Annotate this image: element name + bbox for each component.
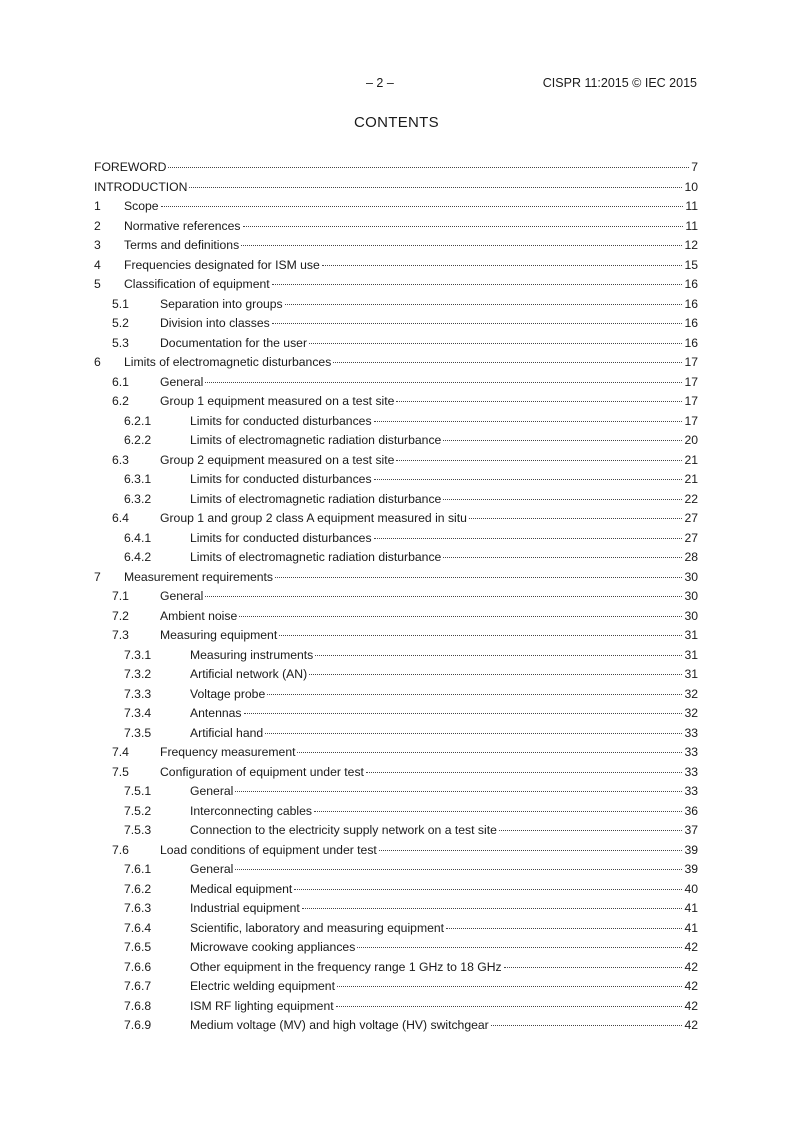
toc-entry-number: 6.4 xyxy=(112,511,129,525)
toc-entry-page: 10 xyxy=(684,179,698,194)
toc-entry-page: 27 xyxy=(684,530,698,545)
toc-entry-title: Scientific, laboratory and measuring equipment xyxy=(190,920,445,935)
toc-entry-number: 7.6.5 xyxy=(124,940,152,954)
toc-entry-title: Group 2 equipment measured on a test site xyxy=(160,452,395,467)
dot-leader xyxy=(333,362,682,363)
toc-entry[interactable] xyxy=(94,802,698,822)
toc-entry-page: 30 xyxy=(684,608,698,623)
dot-leader xyxy=(243,226,684,227)
toc-entry-number: 7.6.6 xyxy=(124,959,152,974)
toc-entry-title: Limits for conducted disturbances xyxy=(190,472,372,486)
toc-entry-page: 42 xyxy=(684,998,698,1013)
toc-entry-number: 7.6.9 xyxy=(124,1018,152,1032)
toc-entry-page: 31 xyxy=(684,667,698,681)
dot-leader xyxy=(314,811,682,812)
dot-leader xyxy=(267,694,682,695)
toc-entry-number: 7.6.4 xyxy=(124,920,152,935)
dot-leader xyxy=(366,772,683,773)
toc-entry-page: 16 xyxy=(684,316,698,330)
toc-entry-page: 33 xyxy=(684,725,698,740)
toc-entry-title: Configuration of equipment under test xyxy=(160,764,364,779)
page-number: – 2 – xyxy=(366,76,394,90)
toc-entry[interactable] xyxy=(94,880,698,900)
dot-leader xyxy=(374,421,683,422)
dot-leader xyxy=(161,206,684,207)
toc-entry-title: Connection to the electricity supply network on a test site xyxy=(190,823,497,837)
toc-entry[interactable] xyxy=(94,685,698,705)
toc-entry[interactable] xyxy=(94,158,698,178)
dot-leader xyxy=(469,518,683,519)
toc-entry[interactable] xyxy=(94,1016,698,1036)
toc-entry-page: 30 xyxy=(684,569,698,584)
toc-entry-page: 16 xyxy=(684,335,698,350)
toc-entry[interactable] xyxy=(94,860,698,880)
toc-entry-page: 39 xyxy=(684,862,698,876)
toc-entry-title: Limits of electromagnetic radiation disturbance xyxy=(190,491,442,506)
toc-entry-page: 7 xyxy=(691,160,698,174)
toc-entry-page: 39 xyxy=(684,842,698,857)
toc-entry-page: 42 xyxy=(684,979,698,993)
toc-entry-number: 6.2.1 xyxy=(124,413,152,428)
toc-entry-page: 41 xyxy=(684,901,698,915)
toc-entry-title: Antennas xyxy=(190,706,242,720)
dot-leader xyxy=(302,908,683,909)
toc-entry-title: Limits of electromagnetic disturbances xyxy=(124,355,332,369)
toc-entry-number: 7.2 xyxy=(112,608,129,623)
dot-leader xyxy=(241,245,682,246)
toc-entry-number: 7.5.1 xyxy=(124,784,152,798)
toc-entry-page: 16 xyxy=(684,277,698,291)
page-title: CONTENTS xyxy=(354,114,439,131)
dot-leader xyxy=(443,499,682,500)
toc-entry[interactable] xyxy=(94,334,698,354)
toc-entry[interactable] xyxy=(94,899,698,919)
toc-entry-number: 7.4 xyxy=(112,745,129,759)
toc-entry[interactable] xyxy=(94,431,698,451)
toc-entry[interactable] xyxy=(94,256,698,276)
toc-entry-number: 7.5.2 xyxy=(124,803,152,818)
dot-leader xyxy=(504,967,683,968)
toc-entry-page: 17 xyxy=(684,413,698,428)
dot-leader xyxy=(309,674,682,675)
dot-leader xyxy=(499,830,683,831)
toc-entry-title: Group 1 and group 2 class A equipment measured in situ xyxy=(160,511,467,525)
toc-entry[interactable] xyxy=(94,353,698,373)
toc-entry-title: Voltage probe xyxy=(190,686,266,701)
toc-entry-number: 6.2 xyxy=(112,394,129,408)
toc-entry-title: Artificial hand xyxy=(190,725,264,740)
dot-leader xyxy=(235,791,682,792)
dot-leader xyxy=(315,655,682,656)
toc-entry-page: 17 xyxy=(684,355,698,369)
toc-entry-title: General xyxy=(160,589,204,603)
dot-leader xyxy=(357,947,682,948)
toc-entry[interactable] xyxy=(94,958,698,978)
toc-entry[interactable] xyxy=(94,997,698,1017)
dot-leader xyxy=(272,323,683,324)
dot-leader xyxy=(443,440,682,441)
toc-entry-number: 6.3.2 xyxy=(124,491,152,506)
toc-entry-number: 7.3.1 xyxy=(124,647,152,662)
toc-entry[interactable] xyxy=(94,236,698,256)
toc-entry-title: Medium voltage (MV) and high voltage (HV) switchgear xyxy=(190,1018,489,1032)
toc-entry-number: 7.3.2 xyxy=(124,667,152,681)
toc-entry[interactable] xyxy=(94,938,698,958)
toc-entry-title: Measurement requirements xyxy=(124,569,274,584)
dot-leader xyxy=(491,1025,683,1026)
toc-entry-title: Industrial equipment xyxy=(190,901,300,915)
toc-entry-number: 7.6.1 xyxy=(124,862,152,876)
toc-entry-title: General xyxy=(190,784,234,798)
toc-entry[interactable] xyxy=(94,314,698,334)
toc-entry-title: Interconnecting cables xyxy=(190,803,312,818)
toc-entry-page: 30 xyxy=(684,589,698,603)
toc-entry-page: 36 xyxy=(684,803,698,818)
toc-entry-title: Medical equipment xyxy=(190,881,293,896)
toc-entry-page: 42 xyxy=(684,959,698,974)
toc-entry-page: 15 xyxy=(684,257,698,272)
dot-leader xyxy=(396,460,682,461)
toc-entry-title: Limits of electromagnetic radiation disturbance xyxy=(190,550,442,564)
toc-entry[interactable] xyxy=(94,743,698,763)
toc-entry-page: 37 xyxy=(684,823,698,837)
toc-entry-number: 7.3.5 xyxy=(124,725,152,740)
toc-entry[interactable] xyxy=(94,919,698,939)
toc-entry-page: 33 xyxy=(684,784,698,798)
toc-entry-title: Group 1 equipment measured on a test site xyxy=(160,394,395,408)
dot-leader xyxy=(168,167,689,168)
toc-entry-title: Documentation for the user xyxy=(160,335,308,350)
toc-entry-number: 6.4.2 xyxy=(124,550,152,564)
toc-entry-title: Division into classes xyxy=(160,316,270,330)
toc-entry-title: Scope xyxy=(124,199,159,213)
toc-entry-title: Limits of electromagnetic radiation disturbance xyxy=(190,433,442,447)
toc-entry-page: 40 xyxy=(684,881,698,896)
toc-entry[interactable] xyxy=(94,646,698,666)
toc-entry-page: 11 xyxy=(685,218,698,233)
toc-entry-number: 6.4.1 xyxy=(124,530,152,545)
toc-entry-number: 4 xyxy=(94,257,101,272)
dot-leader xyxy=(235,869,682,870)
toc-entry-number: 7.6.3 xyxy=(124,901,152,915)
toc-entry-title: Microwave cooking appliances xyxy=(190,940,356,954)
toc-entry-page: 28 xyxy=(684,550,698,564)
standard-reference: CISPR 11:2015 © IEC 2015 xyxy=(542,76,697,90)
toc-entry-title: Frequency measurement xyxy=(160,745,296,759)
toc-entry-number: 7.6.7 xyxy=(124,979,152,993)
toc-entry-page: 17 xyxy=(684,394,698,408)
toc-entry[interactable] xyxy=(94,607,698,627)
toc-entry-number: 6.3 xyxy=(112,452,129,467)
dot-leader xyxy=(443,557,682,558)
toc-entry-number: 6.3.1 xyxy=(124,472,152,486)
toc-entry-number: 7.6.8 xyxy=(124,998,152,1013)
toc-entry-title: Other equipment in the frequency range 1 GHz to 18 GHz xyxy=(190,959,502,974)
dot-leader xyxy=(379,850,683,851)
toc-entry[interactable] xyxy=(94,451,698,471)
toc-entry-title: Limits for conducted disturbances xyxy=(190,530,372,545)
toc-entry-title: Measuring instruments xyxy=(190,647,314,662)
dot-leader xyxy=(374,538,683,539)
toc-entry-page: 21 xyxy=(684,472,698,486)
toc-entry-page: 21 xyxy=(684,452,698,467)
toc-entry-number: 5.2 xyxy=(112,316,129,330)
toc-entry-page: 17 xyxy=(684,374,698,389)
dot-leader xyxy=(205,596,682,597)
toc-entry-title: Load conditions of equipment under test xyxy=(160,842,377,857)
toc-entry-page: 31 xyxy=(684,647,698,662)
dot-leader xyxy=(279,635,682,636)
toc-entry-title: Classification of equipment xyxy=(124,277,270,291)
toc-entry-number: 7.3.3 xyxy=(124,686,152,701)
toc-entry-page: 31 xyxy=(684,628,698,642)
toc-entry-page: 32 xyxy=(684,706,698,720)
dot-leader xyxy=(265,733,682,734)
toc-entry-number: 7.3 xyxy=(112,628,129,642)
toc-entry-page: 42 xyxy=(684,1018,698,1032)
toc-entry-title: ISM RF lighting equipment xyxy=(190,998,334,1013)
toc-entry-page: 12 xyxy=(684,238,698,252)
dot-leader xyxy=(396,401,682,402)
toc-entry-page: 42 xyxy=(684,940,698,954)
toc-entry-page: 27 xyxy=(684,511,698,525)
dot-leader xyxy=(239,616,682,617)
dot-leader xyxy=(205,382,682,383)
toc-entry[interactable] xyxy=(94,763,698,783)
dot-leader xyxy=(336,1006,683,1007)
toc-entry[interactable] xyxy=(94,197,698,217)
toc-entry[interactable] xyxy=(94,782,698,802)
dot-leader xyxy=(285,304,683,305)
toc-entry[interactable] xyxy=(94,412,698,432)
toc-entry-page: 11 xyxy=(685,199,698,213)
toc-entry-number: 5.1 xyxy=(112,296,129,311)
toc-entry[interactable] xyxy=(94,295,698,315)
toc-entry-title: Terms and definitions xyxy=(124,238,240,252)
toc-entry-number: 7 xyxy=(94,569,101,584)
toc-entry-number: 5.3 xyxy=(112,335,129,350)
toc-entry-title: Measuring equipment xyxy=(160,628,278,642)
table-of-contents xyxy=(94,158,698,1036)
dot-leader xyxy=(374,479,683,480)
toc-entry[interactable] xyxy=(94,841,698,861)
toc-entry-title: INTRODUCTION xyxy=(94,179,188,194)
dot-leader xyxy=(244,713,683,714)
toc-entry-number: 5 xyxy=(94,277,101,291)
dot-leader xyxy=(275,577,682,578)
toc-entry-page: 32 xyxy=(684,686,698,701)
toc-entry[interactable] xyxy=(94,548,698,568)
toc-entry-number: 7.1 xyxy=(112,589,129,603)
dot-leader xyxy=(297,752,682,753)
toc-entry[interactable] xyxy=(94,178,698,198)
toc-entry-number: 7.6 xyxy=(112,842,129,857)
dot-leader xyxy=(189,187,682,188)
toc-entry-number: 6.1 xyxy=(112,374,129,389)
toc-entry[interactable] xyxy=(94,704,698,724)
toc-entry[interactable] xyxy=(94,568,698,588)
toc-entry-number: 6 xyxy=(94,355,101,369)
toc-entry-title: Frequencies designated for ISM use xyxy=(124,257,320,272)
dot-leader xyxy=(322,265,683,266)
toc-entry[interactable] xyxy=(94,490,698,510)
toc-entry-title: Ambient noise xyxy=(160,608,238,623)
dot-leader xyxy=(337,986,682,987)
toc-entry-number: 3 xyxy=(94,238,101,252)
toc-entry-title: Electric welding equipment xyxy=(190,979,335,993)
toc-entry-page: 20 xyxy=(684,433,698,447)
toc-entry[interactable] xyxy=(94,821,698,841)
toc-entry-number: 1 xyxy=(94,199,101,213)
toc-entry-number: 6.2.2 xyxy=(124,433,152,447)
toc-entry[interactable] xyxy=(94,373,698,393)
toc-entry-number: 7.5 xyxy=(112,764,129,779)
dot-leader xyxy=(446,928,682,929)
toc-entry-page: 41 xyxy=(684,920,698,935)
toc-entry-page: 33 xyxy=(684,764,698,779)
toc-entry[interactable] xyxy=(94,626,698,646)
toc-entry[interactable] xyxy=(94,724,698,744)
toc-entry-page: 16 xyxy=(684,296,698,311)
toc-entry-page: 22 xyxy=(684,491,698,506)
dot-leader xyxy=(272,284,683,285)
toc-entry-title: General xyxy=(160,374,204,389)
toc-entry-title: Limits for conducted disturbances xyxy=(190,413,372,428)
toc-entry[interactable] xyxy=(94,587,698,607)
toc-entry-page: 33 xyxy=(684,745,698,759)
toc-entry-number: 2 xyxy=(94,218,101,233)
dot-leader xyxy=(309,343,682,344)
toc-entry[interactable] xyxy=(94,665,698,685)
toc-entry[interactable] xyxy=(94,217,698,237)
toc-entry-title: FOREWORD xyxy=(94,160,167,174)
toc-entry[interactable] xyxy=(94,509,698,529)
toc-entry-number: 7.5.3 xyxy=(124,823,152,837)
toc-entry[interactable] xyxy=(94,977,698,997)
toc-entry[interactable] xyxy=(94,529,698,549)
toc-entry-title: Separation into groups xyxy=(160,296,283,311)
toc-entry[interactable] xyxy=(94,470,698,490)
toc-entry-number: 7.3.4 xyxy=(124,706,152,720)
toc-entry-title: Normative references xyxy=(124,218,241,233)
toc-entry-number: 7.6.2 xyxy=(124,881,152,896)
toc-entry[interactable] xyxy=(94,392,698,412)
toc-entry[interactable] xyxy=(94,275,698,295)
toc-entry-title: Artificial network (AN) xyxy=(190,667,308,681)
toc-entry-title: General xyxy=(190,862,234,876)
dot-leader xyxy=(294,889,682,890)
